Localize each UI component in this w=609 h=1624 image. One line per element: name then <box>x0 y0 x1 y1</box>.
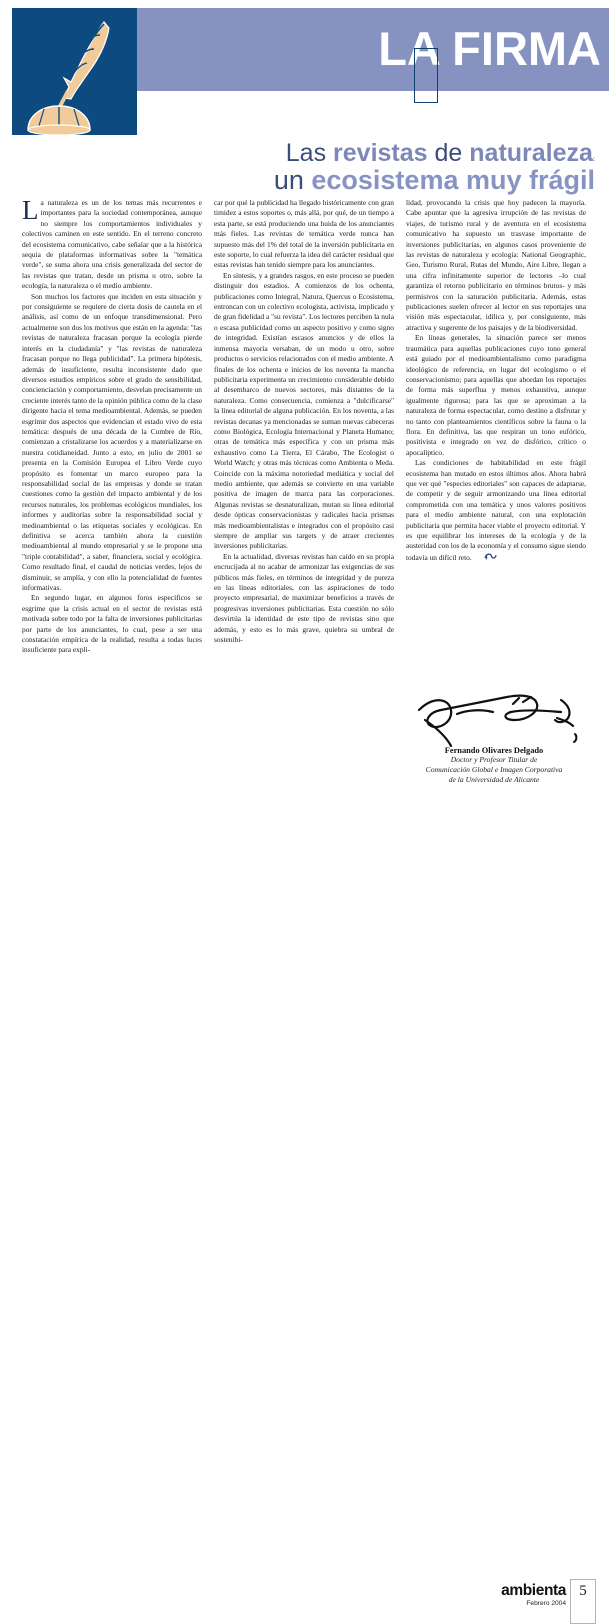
author-role-line-1: Doctor y Profesor Titular de <box>450 755 538 764</box>
paragraph: En segundo lugar, en algunos foros específicos se esgrime que la crisis actual en el sector de revistas está motivada sobre todo por la falta de inversiones publicitarias por parte de los anunciantes, lo cual, pese a ser una constatación empírica de la realidad, resulta a todas luces insuficiente para expli- <box>22 593 202 655</box>
page-footer <box>0 788 609 1607</box>
author-name: Fernando Olivares Delgado <box>444 746 544 755</box>
headline-word-revistas: revistas <box>333 139 428 167</box>
title-highlight-box <box>414 48 438 103</box>
headline-word-las: Las <box>285 139 334 167</box>
paragraph: En la actualidad, diversas revistas han caído en su propia encrucijada al no acabar de armonizar las exigencias de sus públicos más fieles, en términos de integridad y de pureza en las líneas editoriales, con las aspiraciones de todo proyecto empresarial, de maximizar beneficios a través de progresivas inversiones publicitarias. Esta cuestión no sólo desvirtúa la identidad de este tipo de revistas sino que además, y esto es lo más grave, quiebra su umbral de sostenibi- <box>214 551 394 645</box>
paragraph: Son muchos los factores que inciden en esta situación y por consiguiente se requiere de cierta dosis de cautela en el análisis, así como de un enfoque transdimensional. Pero actualmente son dos los motivos que están en la agenda: "las revistas de naturaleza fracasan porque la ecología pierde interés en la ciudadanía" y "las revistas de naturaleza fracasan porque no llega publicidad". La primera hipótesis, además de insuficiente, resulta inconsistente dado que diversos estudios empíricos sobre el grado de sensibilidad, concienciación y comportamiento, desvelan precisamente un creciente interés tanto de la opinión pública como de la clase dirigente hacia el tema medioambiental. Además, se pueden esgrimir dos aspectos que evidencian el estado vivo de esta temática: después de una década de la Cumbre de Río, comienzan a cristalizarse los acuerdos y a materializarse en nuestra cotidianeidad. Junto a esto, en julio de 2001 se presenta en la Comisión Europea el Libro Verde cuyo propósito es fomentar un marco europeo para la responsabilidad social de las empresas y donde se tratan cuestiones como la gestión del impacto ambiental y de los recursos naturales, los problemas ecológicos mundiales, los informes y auditorías sobre la responsabilidad social y medioambiental o las etiquetas sociales y ecológicas. En definitiva se acerca también ahora la cuestión medioambiental al mundo empresarial y se le propone una "triple contabilidad", a saber, financiera, social y ecológica. Como resultado final, el caudal de noticias verdes, lejos de disminuir, se amplía, y con ello la potencialidad de fuentes informativas. <box>22 291 202 593</box>
paragraph: La naturaleza es un de los temas más recurrentes e importantes para la sociedad contemporánea, aunque no siempre los comportamientos individuales y colectivos caminen en este sentido. En el terreno concreto del ecosistema comunicativo, cabe señalar que a la histórica sequia de plataformas informativas sobre la "temática verde", se suma ahora una crisis generalizada del sector de las revistas que tratan, desde un prisma u otro, sobre la ecología, la naturaleza o el medio ambiente. <box>22 195 202 291</box>
headline-word-de: de <box>427 139 470 167</box>
paragraph: En líneas generales, la situación parece ser menos traumática para aquellas publicaciones cuyo tono general está guiado por el medioambientalismo como paradigma ideológico de referencia, en lugar del ecologismo o el conservacionismo; para aquellas que abordan los reportajes de forma más superflua y menos exhaustiva, aunque igualmente rigurosa; para las que se aproximan a la naturaleza de forma espectacular, como destino a disfrutar y no tanto con planteamientos científicos sobre la fauna o la flora. En definitiva, las que respiran un tono eufórico, positivista e integrado en vez de disfórico, crítico o apocalíptico. <box>406 333 586 457</box>
article-headline <box>14 140 595 194</box>
publication-brand <box>462 1583 566 1608</box>
headline-line-2 <box>14 166 595 194</box>
column-1 <box>22 195 202 768</box>
headline-line-1 <box>14 140 595 166</box>
paragraph: lidad, provocando la crisis que hoy padecen la mayoría. Cabe apuntar que la agresiva irrupción de las revistas de viajes, de turismo rural y de aventura en el ecosistema comunicativo ha supuesto un trasvase importante de inversiones publicitarias, en algunos casos proveniente de las revistas de naturaleza y ecología: National Geographic, Geo, Turismo Rural, Rutas del Mundo, Aire Libre, llegan a una cifra infinitamente superior de lectores –lo cual garantiza el retorno publicitario en términos brutos- y más permisivos con la saturación publicitaria. Además, estas publicaciones suelen ofrecer al lector en sus reportajes una visión más espectacular, idílica y, por consiguiente, más atractiva y sugerente de los paisajes y de la biodiversidad. <box>406 198 586 332</box>
headline-word-un: un <box>273 165 312 195</box>
section-title: LA FIRMA <box>378 22 601 75</box>
quill-pen-icon <box>12 8 137 135</box>
headline-phrase-ecosistema: ecosistema muy frágil <box>311 165 595 195</box>
section-logo <box>12 8 137 135</box>
brand-name: ambienta <box>501 1582 566 1599</box>
paragraph: car por qué la publicidad ha llegado históricamente con gran timidez a estos soportes o, más allá, por qué, de un tiempo a esta parte, se está produciendo una huida de los anunciantes más fieles. Las revistas de temática verde nunca han supuesto más del 1% del total de la inversión publicitaria en este soporte, lo cual refuerza la idea del carácter residual que estas revistas han tenido siempre para los anunciantes. <box>214 198 394 270</box>
page-number: 5 <box>579 1583 587 1599</box>
section-title-band <box>137 8 609 91</box>
signature-block <box>396 690 592 785</box>
paragraph <box>406 458 586 563</box>
paragraph: En síntesis, y a grandes rasgos, en este proceso se pueden distinguir dos estadios. A comienzos de los ochenta, publicaciones como Integral, Natura, Quercus o Ecosistema, entroncan con un colectivo ecologista, activista, implicado y de gran fidelidad a "su revista". Los lectores perciben la nula o escasa publicidad como un aspecto positivo y como signo de integridad. Existían escasos anuncios y de ellos la inmensa mayoría versaban, de un modo u otro, sobre productos o servicios relacionados con el medio ambiente. A finales de los ochenta e inicios de los noventa la mancha publicitaria experimenta un crecimiento considerable debido al desembarco de nuevos sectores, más distantes de la naturaleza. Como consecuencia, comienza a "dulcificarse" la línea editorial de alguna publicación. En los noventa, a las revistas decanas ya mencionadas se suman nuevas cabeceras como Biológica, Ecología Internacional y Planeta Humano; otras de temática más específica y con un prisma más exhaustivo como La Tierra, El Cárabo, The Ecologist o World Watch; y otras más técnicas como Ambienta o Meda. Coincide con la máxima notoriedad mediática y social del medio ambiente, que además se convierte en una variable positiva de imagen de marca para las corporaciones. Algunas revistas se desnaturalizan, mutan su línea editorial desde ópticas conservacionistas y radicales hacia prismas más medioambientalistas e integrados con el propósito casi siempre de ampliar sus targets y de atraer crecientes inversiones publicitarias. <box>214 270 394 551</box>
headline-colon: : <box>592 154 595 163</box>
author-role-line-2: Comunicación Global e Imagen Corporativa <box>425 765 563 774</box>
author-role-line-3: de la Universidad de Alicante <box>448 775 540 784</box>
handwritten-signature <box>411 690 586 748</box>
article-body <box>22 195 588 768</box>
paragraph-text: Las condiciones de habitabilidad en este frágil ecosistema han mutado en estos últimos años. Ahora habrá que ver qué "especies editoriales" son capaces de adaptarse, de competir y de seguir armonizando una línea editorial comprometida con una temática y unos valores positivos para el medio ambiente natural, con una explotación publicitaria que permita hacer viable el proyecto editorial. Y es que equilibrar los intereses de la ecología y de la austeridad con los de la economía y el consumo sigue siendo todavía un difícil reto. <box>406 458 586 562</box>
headline-word-naturaleza: naturaleza <box>469 139 593 167</box>
end-of-article-mark <box>475 552 486 559</box>
column-3 <box>406 198 586 768</box>
issue-date: Febrero 2004 <box>526 1600 566 1607</box>
masthead <box>0 0 609 140</box>
column-2 <box>214 198 394 768</box>
page-number-box <box>570 1579 596 1624</box>
